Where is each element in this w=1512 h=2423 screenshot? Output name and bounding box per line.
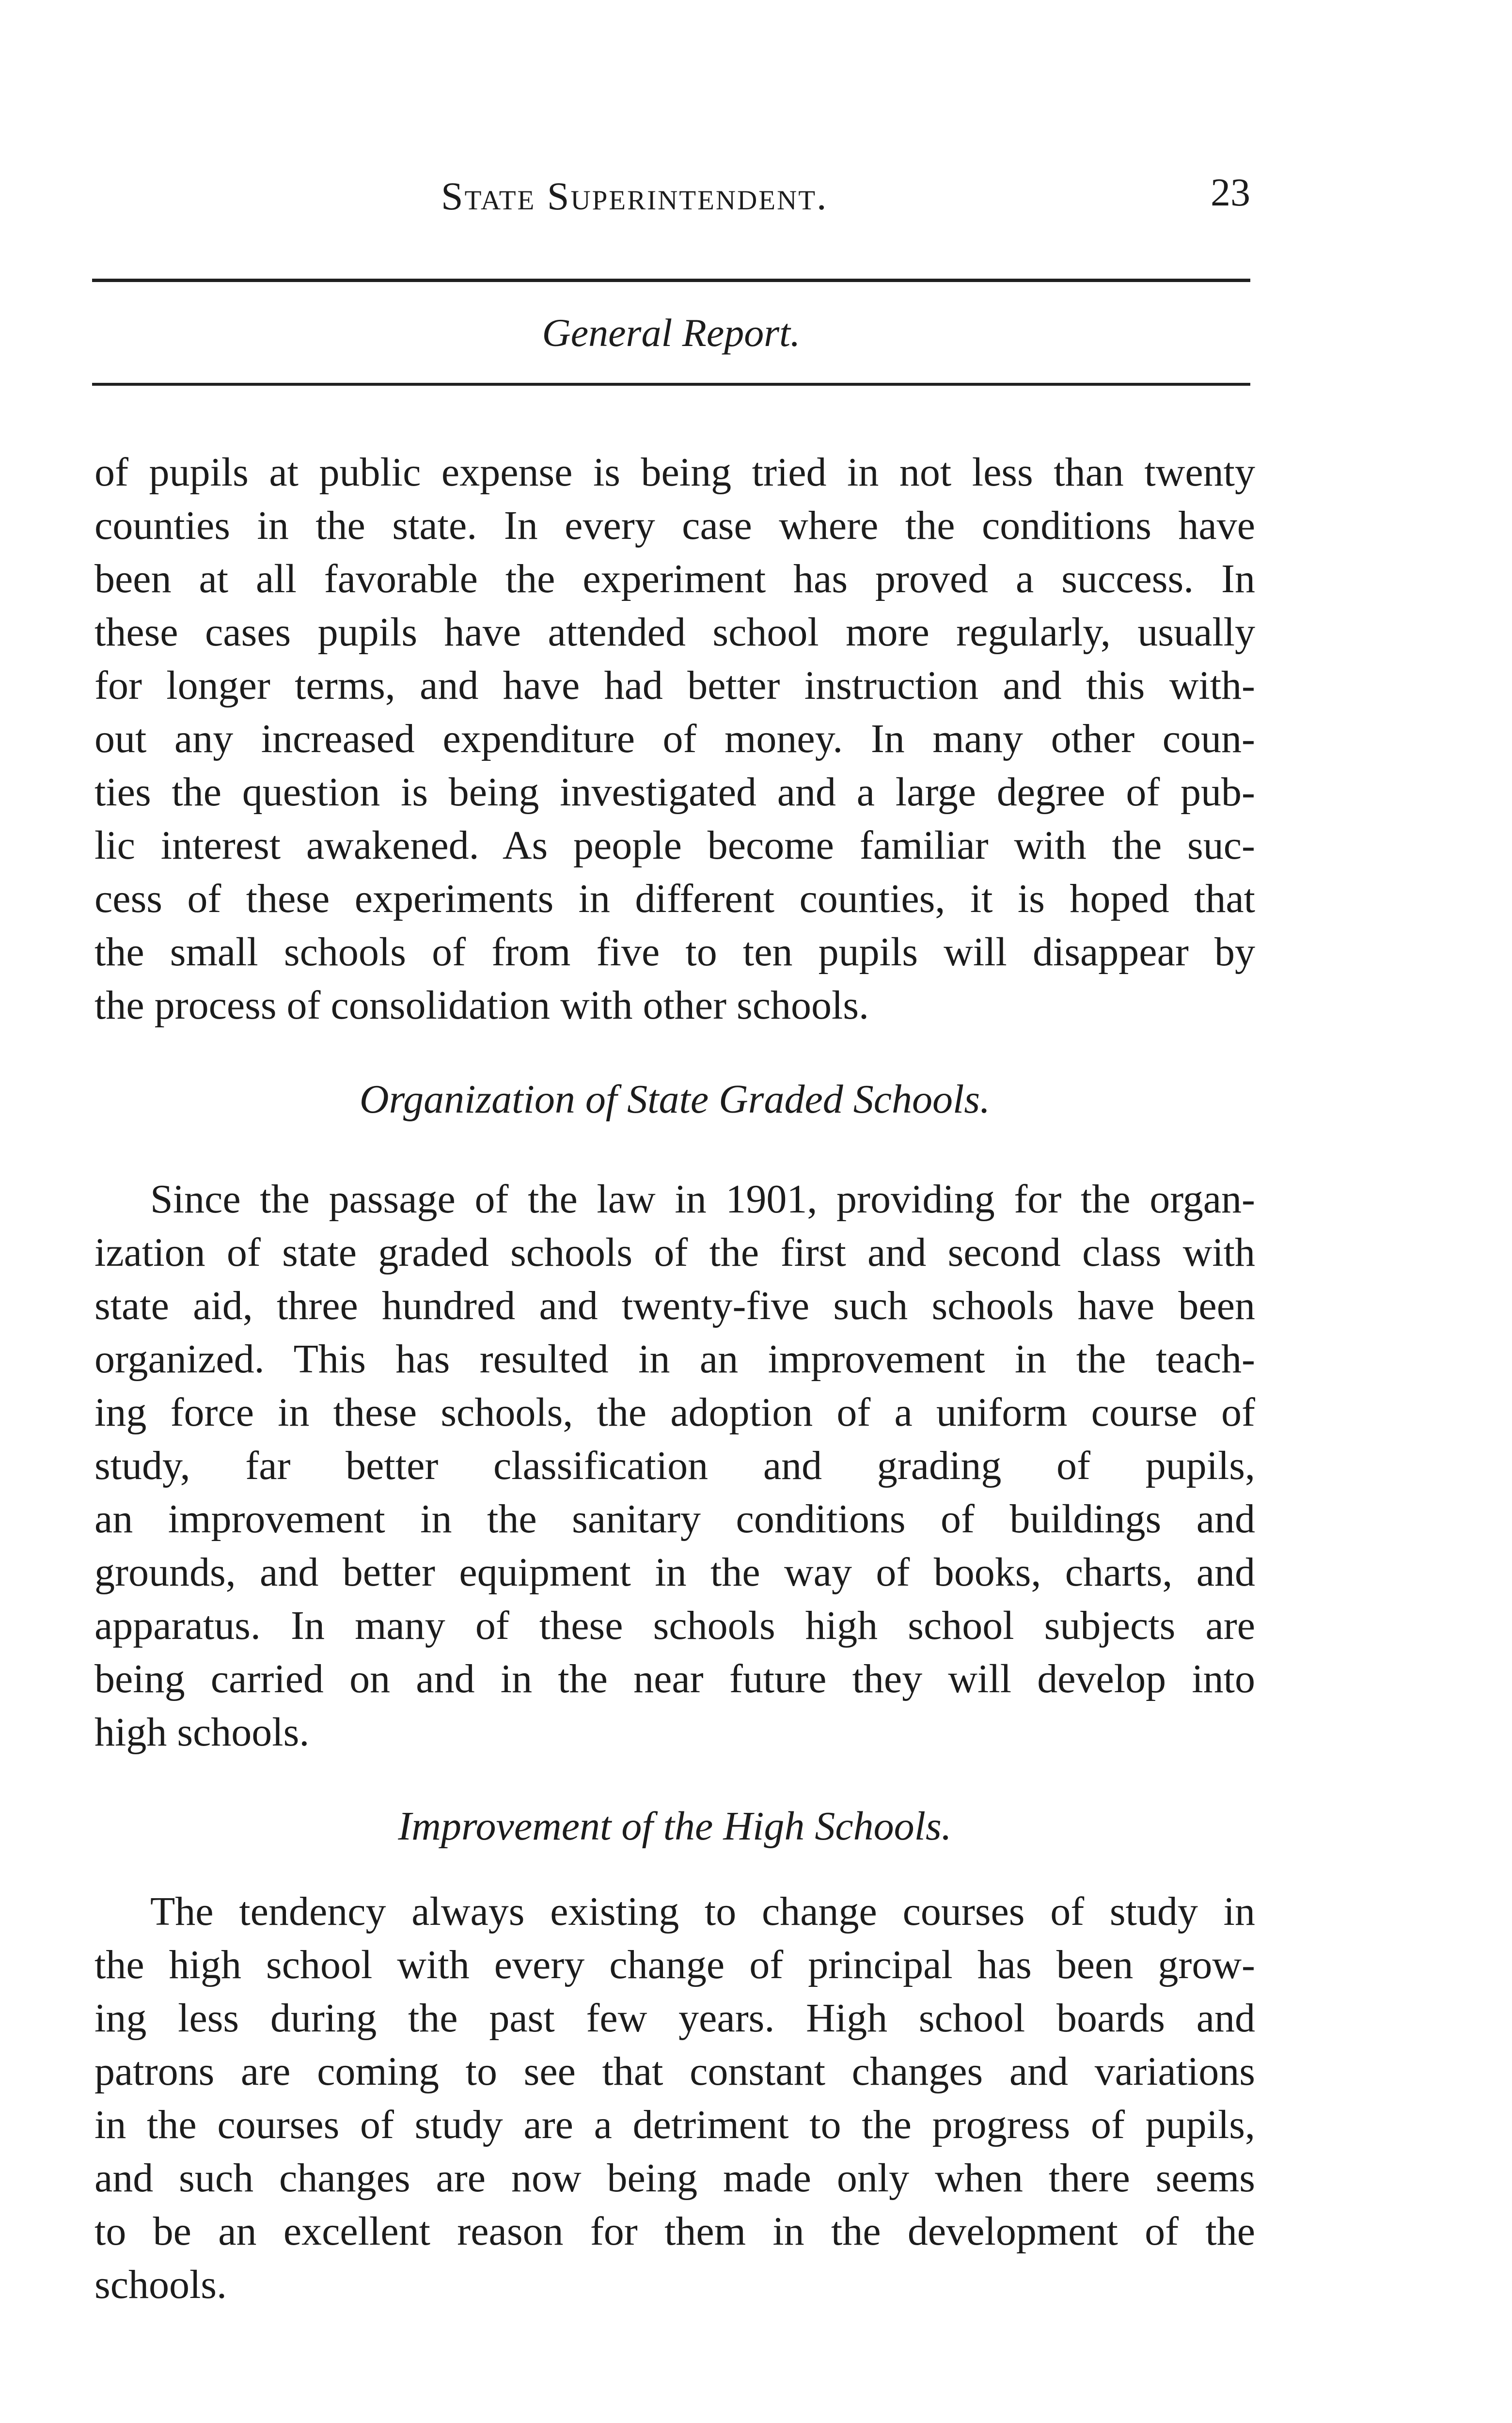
paragraph-consolidation	[94, 446, 1255, 1032]
text-line: Since the passage of the law in 1901, providing for the organ-	[150, 1177, 1255, 1222]
text-line: schools.	[94, 2262, 227, 2307]
text-line: out any increased expenditure of money. In many other coun-	[94, 716, 1255, 761]
text-line: of pupils at public expense is being tried in not less than twenty	[94, 450, 1255, 495]
text-line: counties in the state. In every case where the conditions have	[94, 503, 1255, 548]
text-line: apparatus. In many of these schools high school subjects are	[94, 1603, 1255, 1648]
text-line: ties the question is being investigated and a large degree of pub-	[94, 770, 1255, 815]
text-line: these cases pupils have attended school more regularly, usually	[94, 610, 1255, 655]
text-line: the high school with every change of principal has been grow-	[94, 1942, 1255, 1987]
text-line: been at all favorable the experiment has proved a success. In	[94, 556, 1255, 601]
page-number: 23	[1211, 170, 1250, 214]
text-line: state aid, three hundred and twenty-five such schools have been	[94, 1283, 1255, 1328]
text-line: grounds, and better equipment in the way of books, charts, and	[94, 1550, 1255, 1595]
paragraph-state-graded-schools	[94, 1173, 1255, 1759]
text-line: ization of state graded schools of the first and second class with	[94, 1230, 1255, 1275]
text-line: in the courses of study are a detriment to the progress of pupils,	[94, 2102, 1255, 2147]
text-line: The tendency always existing to change courses of study in	[150, 1889, 1255, 1934]
header-rule-top	[92, 279, 1250, 282]
text-line: ing less during the past few years. High school boards and	[94, 1996, 1255, 2041]
text-line: for longer terms, and have had better instruction and this with-	[94, 663, 1255, 708]
text-line: study, far better classification and grading of pupils,	[94, 1443, 1255, 1488]
section-heading-state-graded-schools: Organization of State Graded Schools.	[359, 1077, 991, 1122]
text-line: high schools.	[94, 1710, 310, 1755]
header-rule-bottom	[92, 383, 1250, 386]
page-header	[92, 165, 1250, 223]
text-line: and such changes are now being made only when there seems	[94, 2156, 1255, 2201]
text-line: organized. This has resulted in an improvement in the teach-	[94, 1337, 1255, 1382]
text-line: the small schools of from five to ten pupils will disappear by	[94, 929, 1255, 975]
text-line: to be an excellent reason for them in the development of the	[94, 2209, 1255, 2254]
page-header-title: State Superintendent.	[441, 174, 828, 218]
text-line: cess of these experiments in different counties, it is hoped that	[94, 876, 1255, 921]
text-line: being carried on and in the near future they will develop into	[94, 1656, 1255, 1701]
text-line: patrons are coming to see that constant changes and variations	[94, 2049, 1255, 2094]
section-heading-high-schools: Improvement of the High Schools.	[398, 1804, 952, 1849]
text-line: ing force in these schools, the adoption of a uniform course of	[94, 1390, 1255, 1435]
text-line: the process of consolidation with other schools.	[94, 983, 869, 1028]
running-head: General Report.	[542, 311, 801, 355]
text-line: an improvement in the sanitary conditions of buildings and	[94, 1496, 1255, 1542]
text-line: lic interest awakened. As people become familiar with the suc-	[94, 823, 1255, 868]
paragraph-high-schools	[94, 1885, 1255, 2312]
